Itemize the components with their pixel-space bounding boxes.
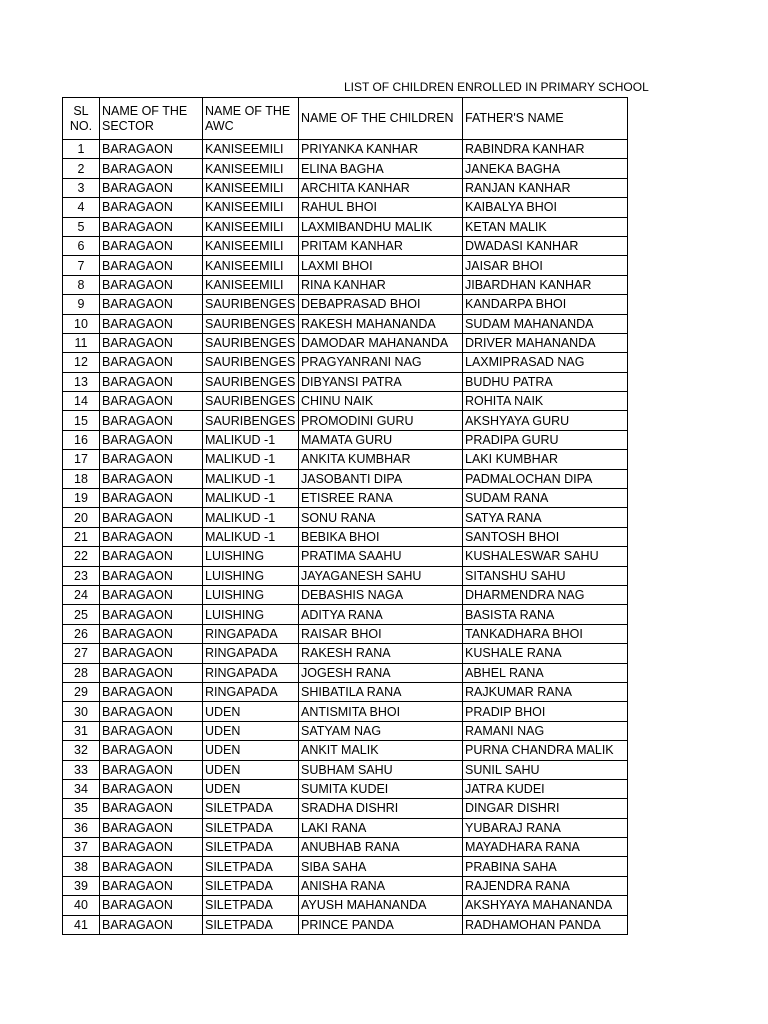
table-row	[63, 547, 628, 566]
table-row	[63, 915, 628, 934]
cell-sector: BARAGAON	[100, 857, 203, 876]
table-row	[63, 372, 628, 391]
cell-sector: BARAGAON	[100, 644, 203, 663]
table-row	[63, 333, 628, 352]
cell-child-name: DIBYANSI PATRA	[299, 372, 463, 391]
cell-sl-no: 39	[63, 876, 100, 895]
table-row	[63, 314, 628, 333]
table-row	[63, 489, 628, 508]
cell-child-name: PRAGYANRANI NAG	[299, 353, 463, 372]
cell-child-name: PROMODINI GURU	[299, 411, 463, 430]
cell-sector: BARAGAON	[100, 721, 203, 740]
cell-sector: BARAGAON	[100, 818, 203, 837]
table-row	[63, 585, 628, 604]
cell-sector: BARAGAON	[100, 702, 203, 721]
table-row	[63, 159, 628, 178]
cell-father-name: SUDAM MAHANANDA	[463, 314, 628, 333]
cell-child-name: SONU RANA	[299, 508, 463, 527]
cell-sector: BARAGAON	[100, 411, 203, 430]
cell-sector: BARAGAON	[100, 198, 203, 217]
cell-sl-no: 7	[63, 256, 100, 275]
header-sl-no: SL NO.	[63, 98, 100, 140]
cell-sl-no: 41	[63, 915, 100, 934]
cell-sector: BARAGAON	[100, 140, 203, 159]
table-row	[63, 430, 628, 449]
cell-sector: BARAGAON	[100, 624, 203, 643]
table-row	[63, 663, 628, 682]
cell-child-name: RAKESH RANA	[299, 644, 463, 663]
cell-father-name: ABHEL RANA	[463, 663, 628, 682]
cell-father-name: AKSHYAYA MAHANANDA	[463, 896, 628, 915]
cell-child-name: ANKIT MALIK	[299, 741, 463, 760]
header-awc: NAME OF THE AWC	[203, 98, 299, 140]
cell-sl-no: 17	[63, 450, 100, 469]
cell-father-name: JIBARDHAN KANHAR	[463, 275, 628, 294]
cell-awc: SAURIBENGES	[203, 295, 299, 314]
cell-sector: BARAGAON	[100, 760, 203, 779]
cell-sector: BARAGAON	[100, 779, 203, 798]
table-row	[63, 392, 628, 411]
cell-sl-no: 12	[63, 353, 100, 372]
cell-awc: SILETPADA	[203, 915, 299, 934]
table-row	[63, 353, 628, 372]
cell-father-name: JAISAR BHOI	[463, 256, 628, 275]
cell-sl-no: 38	[63, 857, 100, 876]
cell-awc: MALIKUD -1	[203, 469, 299, 488]
cell-child-name: CHINU NAIK	[299, 392, 463, 411]
cell-sl-no: 9	[63, 295, 100, 314]
table-row	[63, 896, 628, 915]
header-sector: NAME OF THE SECTOR	[100, 98, 203, 140]
cell-sector: BARAGAON	[100, 682, 203, 701]
table-row	[63, 508, 628, 527]
page-title: LIST OF CHILDREN ENROLLED IN PRIMARY SCHOOL	[344, 80, 649, 94]
cell-father-name: RADHAMOHAN PANDA	[463, 915, 628, 934]
cell-child-name: PRATIMA SAAHU	[299, 547, 463, 566]
cell-awc: SILETPADA	[203, 857, 299, 876]
table-row	[63, 760, 628, 779]
table-row	[63, 838, 628, 857]
cell-sl-no: 23	[63, 566, 100, 585]
cell-child-name: LAXMIBANDHU MALIK	[299, 217, 463, 236]
table-row	[63, 721, 628, 740]
cell-sector: BARAGAON	[100, 838, 203, 857]
cell-sl-no: 13	[63, 372, 100, 391]
cell-sl-no: 21	[63, 527, 100, 546]
table-row	[63, 450, 628, 469]
cell-sector: BARAGAON	[100, 896, 203, 915]
cell-father-name: SITANSHU SAHU	[463, 566, 628, 585]
cell-awc: KANISEEMILI	[203, 178, 299, 197]
header-child-name: NAME OF THE CHILDREN	[299, 98, 463, 140]
table-row	[63, 275, 628, 294]
cell-child-name: DEBAPRASAD BHOI	[299, 295, 463, 314]
cell-father-name: JATRA KUDEI	[463, 779, 628, 798]
cell-father-name: PRADIPA GURU	[463, 430, 628, 449]
cell-sl-no: 3	[63, 178, 100, 197]
cell-child-name: JOGESH RANA	[299, 663, 463, 682]
cell-awc: LUISHING	[203, 547, 299, 566]
cell-sector: BARAGAON	[100, 585, 203, 604]
cell-awc: UDEN	[203, 741, 299, 760]
cell-father-name: PRADIP BHOI	[463, 702, 628, 721]
cell-child-name: ELINA BAGHA	[299, 159, 463, 178]
table-row	[63, 295, 628, 314]
cell-child-name: RAHUL BHOI	[299, 198, 463, 217]
cell-child-name: DEBASHIS NAGA	[299, 585, 463, 604]
cell-sl-no: 5	[63, 217, 100, 236]
cell-father-name: AKSHYAYA GURU	[463, 411, 628, 430]
cell-child-name: ETISREE RANA	[299, 489, 463, 508]
cell-father-name: BASISTA RANA	[463, 605, 628, 624]
cell-child-name: SUMITA KUDEI	[299, 779, 463, 798]
cell-sl-no: 14	[63, 392, 100, 411]
cell-awc: SILETPADA	[203, 799, 299, 818]
cell-awc: KANISEEMILI	[203, 256, 299, 275]
cell-father-name: TANKADHARA BHOI	[463, 624, 628, 643]
table-row	[63, 236, 628, 255]
cell-sl-no: 33	[63, 760, 100, 779]
cell-child-name: PRINCE PANDA	[299, 915, 463, 934]
cell-father-name: SATYA RANA	[463, 508, 628, 527]
cell-child-name: AYUSH MAHANANDA	[299, 896, 463, 915]
cell-sl-no: 37	[63, 838, 100, 857]
cell-sector: BARAGAON	[100, 353, 203, 372]
cell-sector: BARAGAON	[100, 566, 203, 585]
table-row	[63, 799, 628, 818]
cell-child-name: BEBIKA BHOI	[299, 527, 463, 546]
cell-awc: SILETPADA	[203, 838, 299, 857]
table-body	[63, 140, 628, 935]
cell-sl-no: 24	[63, 585, 100, 604]
cell-child-name: SIBA SAHA	[299, 857, 463, 876]
cell-awc: SILETPADA	[203, 818, 299, 837]
cell-awc: UDEN	[203, 721, 299, 740]
cell-sector: BARAGAON	[100, 178, 203, 197]
cell-awc: SAURIBENGES	[203, 411, 299, 430]
cell-sl-no: 18	[63, 469, 100, 488]
cell-father-name: BUDHU PATRA	[463, 372, 628, 391]
table-row	[63, 178, 628, 197]
cell-sl-no: 22	[63, 547, 100, 566]
cell-sector: BARAGAON	[100, 217, 203, 236]
cell-awc: KANISEEMILI	[203, 159, 299, 178]
table-row	[63, 779, 628, 798]
cell-child-name: RAISAR BHOI	[299, 624, 463, 643]
cell-father-name: KANDARPA BHOI	[463, 295, 628, 314]
cell-awc: UDEN	[203, 702, 299, 721]
cell-child-name: ARCHITA KANHAR	[299, 178, 463, 197]
cell-sector: BARAGAON	[100, 508, 203, 527]
cell-sl-no: 20	[63, 508, 100, 527]
header-row	[63, 98, 628, 140]
cell-father-name: PURNA CHANDRA MALIK	[463, 741, 628, 760]
cell-child-name: MAMATA GURU	[299, 430, 463, 449]
cell-father-name: SANTOSH BHOI	[463, 527, 628, 546]
cell-awc: MALIKUD -1	[203, 508, 299, 527]
table-row	[63, 217, 628, 236]
table-row	[63, 876, 628, 895]
cell-child-name: ANTISMITA BHOI	[299, 702, 463, 721]
cell-awc: SILETPADA	[203, 876, 299, 895]
enrollment-table	[62, 97, 628, 935]
cell-father-name: MAYADHARA RANA	[463, 838, 628, 857]
cell-awc: KANISEEMILI	[203, 275, 299, 294]
cell-sl-no: 40	[63, 896, 100, 915]
cell-awc: RINGAPADA	[203, 644, 299, 663]
cell-sl-no: 2	[63, 159, 100, 178]
cell-sl-no: 30	[63, 702, 100, 721]
cell-father-name: DHARMENDRA NAG	[463, 585, 628, 604]
cell-sector: BARAGAON	[100, 741, 203, 760]
cell-father-name: KUSHALE RANA	[463, 644, 628, 663]
table-row	[63, 140, 628, 159]
table-row	[63, 198, 628, 217]
cell-sl-no: 26	[63, 624, 100, 643]
cell-sector: BARAGAON	[100, 489, 203, 508]
table-row	[63, 644, 628, 663]
cell-sl-no: 31	[63, 721, 100, 740]
cell-father-name: PADMALOCHAN DIPA	[463, 469, 628, 488]
cell-awc: KANISEEMILI	[203, 236, 299, 255]
cell-child-name: SATYAM NAG	[299, 721, 463, 740]
table-row	[63, 469, 628, 488]
cell-sector: BARAGAON	[100, 333, 203, 352]
cell-child-name: ADITYA RANA	[299, 605, 463, 624]
cell-child-name: RAKESH MAHANANDA	[299, 314, 463, 333]
cell-sl-no: 1	[63, 140, 100, 159]
cell-awc: MALIKUD -1	[203, 489, 299, 508]
cell-father-name: RAMANI NAG	[463, 721, 628, 740]
cell-child-name: PRITAM KANHAR	[299, 236, 463, 255]
cell-father-name: SUNIL SAHU	[463, 760, 628, 779]
cell-sl-no: 16	[63, 430, 100, 449]
cell-child-name: RINA KANHAR	[299, 275, 463, 294]
table-row	[63, 256, 628, 275]
cell-sector: BARAGAON	[100, 663, 203, 682]
cell-awc: SAURIBENGES	[203, 372, 299, 391]
cell-sl-no: 15	[63, 411, 100, 430]
cell-father-name: YUBARAJ RANA	[463, 818, 628, 837]
cell-awc: MALIKUD -1	[203, 430, 299, 449]
cell-father-name: RAJENDRA RANA	[463, 876, 628, 895]
cell-awc: UDEN	[203, 760, 299, 779]
cell-sl-no: 4	[63, 198, 100, 217]
cell-sl-no: 32	[63, 741, 100, 760]
cell-father-name: RABINDRA KANHAR	[463, 140, 628, 159]
cell-child-name: SUBHAM SAHU	[299, 760, 463, 779]
cell-sector: BARAGAON	[100, 256, 203, 275]
cell-child-name: JAYAGANESH SAHU	[299, 566, 463, 585]
cell-awc: SAURIBENGES	[203, 333, 299, 352]
cell-awc: RINGAPADA	[203, 682, 299, 701]
cell-sector: BARAGAON	[100, 527, 203, 546]
cell-awc: KANISEEMILI	[203, 217, 299, 236]
cell-awc: SAURIBENGES	[203, 392, 299, 411]
cell-sector: BARAGAON	[100, 469, 203, 488]
cell-sector: BARAGAON	[100, 314, 203, 333]
table-row	[63, 411, 628, 430]
cell-sl-no: 27	[63, 644, 100, 663]
cell-father-name: DWADASI KANHAR	[463, 236, 628, 255]
cell-sector: BARAGAON	[100, 159, 203, 178]
cell-father-name: SUDAM RANA	[463, 489, 628, 508]
cell-sector: BARAGAON	[100, 275, 203, 294]
cell-sector: BARAGAON	[100, 430, 203, 449]
cell-sl-no: 11	[63, 333, 100, 352]
table-row	[63, 741, 628, 760]
cell-sl-no: 29	[63, 682, 100, 701]
cell-awc: SILETPADA	[203, 896, 299, 915]
cell-father-name: PRABINA SAHA	[463, 857, 628, 876]
cell-sector: BARAGAON	[100, 915, 203, 934]
table-row	[63, 818, 628, 837]
cell-father-name: LAXMIPRASAD NAG	[463, 353, 628, 372]
cell-child-name: LAXMI BHOI	[299, 256, 463, 275]
cell-sl-no: 36	[63, 818, 100, 837]
cell-sl-no: 35	[63, 799, 100, 818]
cell-awc: MALIKUD -1	[203, 450, 299, 469]
cell-sector: BARAGAON	[100, 605, 203, 624]
cell-child-name: SHIBATILA RANA	[299, 682, 463, 701]
table-row	[63, 566, 628, 585]
cell-father-name: DINGAR DISHRI	[463, 799, 628, 818]
cell-father-name: KETAN MALIK	[463, 217, 628, 236]
cell-sl-no: 6	[63, 236, 100, 255]
table-row	[63, 702, 628, 721]
cell-father-name: ROHITA NAIK	[463, 392, 628, 411]
cell-awc: LUISHING	[203, 605, 299, 624]
cell-awc: LUISHING	[203, 566, 299, 585]
cell-father-name: RANJAN KANHAR	[463, 178, 628, 197]
cell-father-name: DRIVER MAHANANDA	[463, 333, 628, 352]
cell-father-name: RAJKUMAR RANA	[463, 682, 628, 701]
cell-awc: LUISHING	[203, 585, 299, 604]
cell-sl-no: 25	[63, 605, 100, 624]
table-header	[63, 98, 628, 140]
cell-sector: BARAGAON	[100, 450, 203, 469]
cell-sl-no: 19	[63, 489, 100, 508]
cell-father-name: JANEKA BAGHA	[463, 159, 628, 178]
header-father-name: FATHER'S NAME	[463, 98, 628, 140]
table-row	[63, 605, 628, 624]
cell-awc: SAURIBENGES	[203, 314, 299, 333]
cell-awc: MALIKUD -1	[203, 527, 299, 546]
cell-sector: BARAGAON	[100, 547, 203, 566]
cell-child-name: SRADHA DISHRI	[299, 799, 463, 818]
cell-sector: BARAGAON	[100, 392, 203, 411]
cell-sector: BARAGAON	[100, 295, 203, 314]
cell-child-name: PRIYANKA KANHAR	[299, 140, 463, 159]
cell-child-name: ANISHA RANA	[299, 876, 463, 895]
cell-sl-no: 28	[63, 663, 100, 682]
cell-sector: BARAGAON	[100, 236, 203, 255]
cell-awc: RINGAPADA	[203, 624, 299, 643]
cell-child-name: ANUBHAB RANA	[299, 838, 463, 857]
cell-father-name: LAKI KUMBHAR	[463, 450, 628, 469]
cell-awc: SAURIBENGES	[203, 353, 299, 372]
cell-father-name: KUSHALESWAR SAHU	[463, 547, 628, 566]
cell-awc: UDEN	[203, 779, 299, 798]
cell-awc: RINGAPADA	[203, 663, 299, 682]
cell-child-name: DAMODAR MAHANANDA	[299, 333, 463, 352]
cell-child-name: LAKI RANA	[299, 818, 463, 837]
cell-awc: KANISEEMILI	[203, 198, 299, 217]
cell-child-name: ANKITA KUMBHAR	[299, 450, 463, 469]
table-row	[63, 527, 628, 546]
table-row	[63, 857, 628, 876]
cell-child-name: JASOBANTI DIPA	[299, 469, 463, 488]
cell-sector: BARAGAON	[100, 876, 203, 895]
cell-sl-no: 34	[63, 779, 100, 798]
table-row	[63, 624, 628, 643]
table-row	[63, 682, 628, 701]
cell-sector: BARAGAON	[100, 372, 203, 391]
cell-awc: KANISEEMILI	[203, 140, 299, 159]
cell-sl-no: 10	[63, 314, 100, 333]
cell-sector: BARAGAON	[100, 799, 203, 818]
cell-sl-no: 8	[63, 275, 100, 294]
cell-father-name: KAIBALYA BHOI	[463, 198, 628, 217]
